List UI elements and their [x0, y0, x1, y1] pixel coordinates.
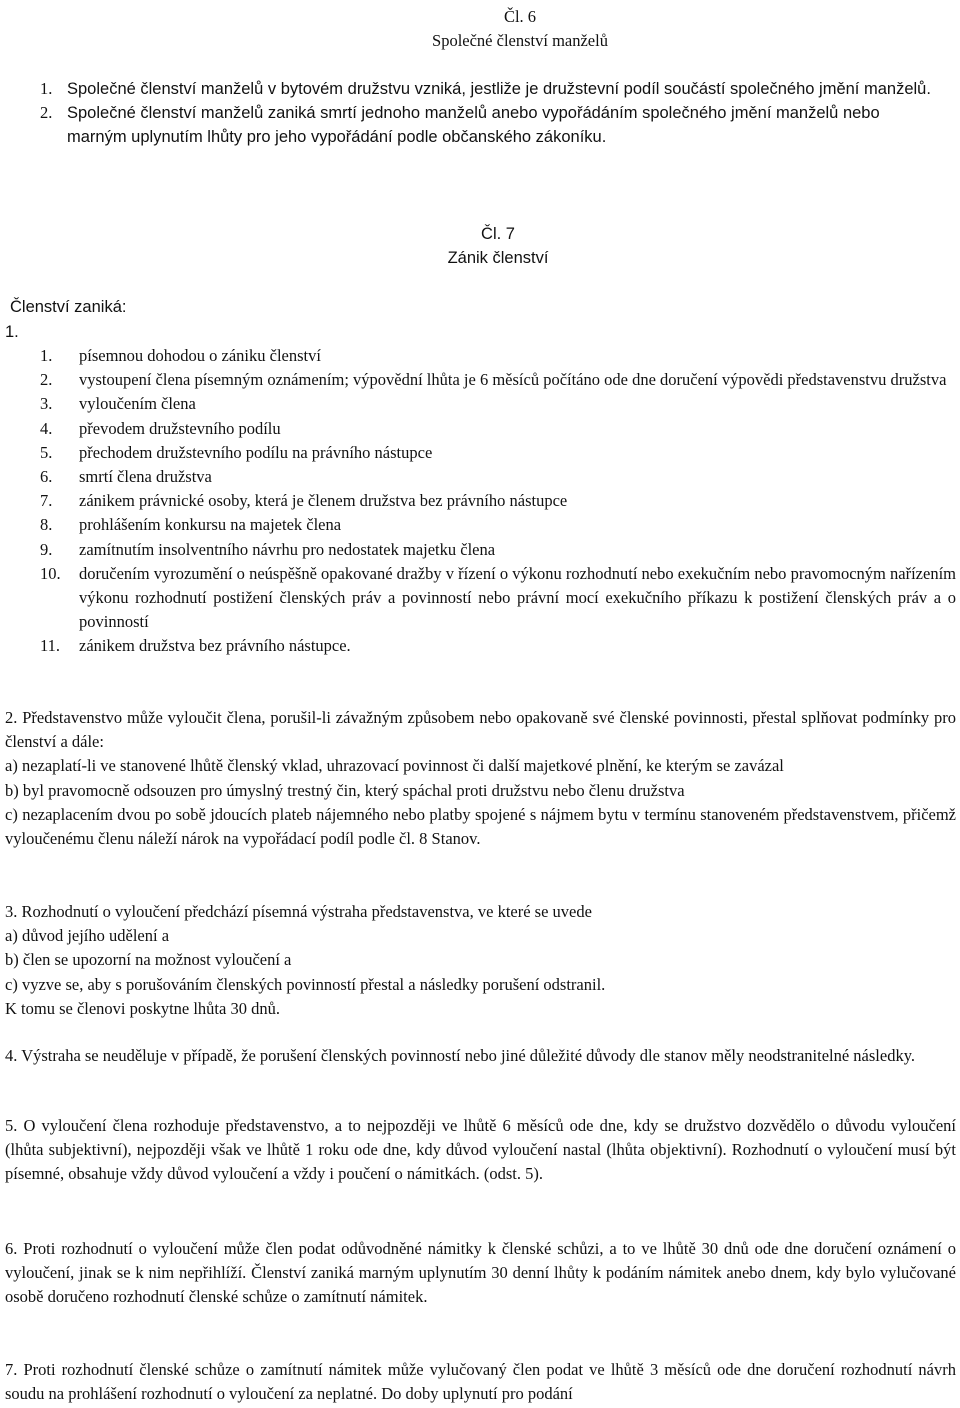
paragraph-6 [5, 1237, 956, 1310]
lead-number: 1. [5, 323, 19, 341]
item-text: zánikem družstva bez právního nástupce. [79, 636, 351, 656]
article-6-heading [0, 5, 960, 53]
list-item [40, 538, 956, 562]
paragraph-line: b) byl pravomocně odsouzen pro úmyslný trestný čin, který spáchal proti družstvu nebo členu družstva [5, 780, 685, 800]
paragraph-line: a) důvod jejího udělení a [5, 926, 170, 946]
article-7-number: Čl. 7 [481, 225, 515, 243]
list-item [40, 392, 956, 416]
list-item [40, 562, 956, 635]
article-6-list [40, 77, 940, 150]
item-text: vystoupení člena písemným oznámením; výpovědní lhůta je 6 měsíců počítáno ode dne doručení výpovědi představenstvu družstva [79, 370, 947, 390]
item-number: 5. [40, 442, 53, 462]
paragraph-line: c) nezaplacením dvou po sobě jdoucích plateb nájemného nebo platby spojené s nájmem bytu v termínu stanoveném představenstvem, přičemž vyloučenému členu náleží nárok na vypořádací podíl podle čl. 8 Stanov. [5, 804, 956, 849]
paragraph-text: 4. Výstraha se neuděluje v případě, že porušení členských povinností nebo jiné důležité důvody dle stanov měly neodstranitelné následky. [5, 1046, 916, 1065]
paragraph-7 [5, 1358, 956, 1406]
paragraph-text: 6. Proti rozhodnutí o vyloučení může člen podat odůvodněné námitky k členské schůzi, a to ve lhůtě 30 dnů ode dne doručení oznámení o vyloučení, jinak se k nim nepřihlíží. Členství zaniká marným uplynutím 30 denní lhůty k podáním námitek anebo dnem, kdy bylo vylučované osobě doručeno rozhodnutí členské schůze o zamítnutí námitek. [5, 1239, 956, 1307]
list-item [40, 634, 956, 658]
article-7-title: Zánik členství [447, 249, 549, 268]
list-item [40, 344, 956, 368]
item-text: Společné členství manželů zaniká smrtí jednoho manželů anebo vypořádáním společného jmění manželů nebo marným uplynutím lhůty pro jeho vypořádání podle občanského zákoníku. [67, 104, 880, 147]
paragraph-text: 5. O vyloučení člena rozhoduje představenstvo, a to nejpozději ve lhůtě 6 měsíců ode dne, kdy se družstvo dozvědělo o důvodu vyloučení (lhůta subjektivní), nejpozději však ve lhůtě 1 roku ode dne, kdy důvod vyloučení nastal (lhůta objektivní). Rozhodnutí o vyloučení musí být písemné, obsahuje vždy důvod vyloučení a vždy i poučení o námitkách. (odst. 5). [5, 1116, 956, 1184]
item-number: 2. [40, 103, 53, 123]
item-text: smrtí člena družstva [79, 467, 212, 487]
item-number: 4. [40, 418, 53, 438]
paragraph-line: 3. Rozhodnutí o vyloučení předchází písemná výstraha představenstva, ve které se uvede [5, 902, 592, 921]
item-text: Společné členství manželů v bytovém družstvu vzniká, jestliže je družstevní podíl součástí společného jmění manželů. [67, 80, 931, 98]
article-6-number: Čl. 6 [503, 7, 537, 26]
item-number: 1. [40, 346, 53, 365]
item-text: doručením vyrozumění o neúspěšně opakované dražby v řízení o výkonu rozhodnutí nebo exekučním nebo pravomocným nařízením výkonu rozhodnutí postižení členských práv a povinností nebo právní mocí exekučního příkazu k postižení členských práv a o povinností [79, 563, 956, 632]
item-text: písemnou dohodou o zániku členství [79, 346, 321, 365]
item-text: zánikem právnické osoby, která je členem družstva bez právního nástupce [79, 491, 568, 511]
paragraph-2-expulsion [5, 706, 956, 851]
list-item [40, 77, 940, 101]
paragraph-3-warning [5, 900, 956, 1021]
membership-ends-lead: Členství zaniká: [10, 298, 127, 316]
list-item [40, 441, 956, 465]
item-number: 7. [40, 491, 53, 511]
item-number: 6. [40, 467, 53, 487]
item-number: 11. [40, 636, 61, 656]
item-text: převodem družstevního podílu [79, 418, 281, 438]
list-item [40, 417, 956, 441]
paragraph-line: b) člen se upozorní na možnost vyloučení a [5, 950, 292, 970]
paragraph-5 [5, 1114, 956, 1187]
item-number: 2. [40, 370, 53, 390]
list-item [40, 368, 956, 392]
item-text: přechodem družstevního podílu na právního nástupce [79, 442, 433, 462]
paragraph-4 [5, 1044, 956, 1068]
paragraph-text: 7. Proti rozhodnutí členské schůze o zamítnutí námitek může vylučovaný člen podat ve lhůtě 3 měsíců ode dne doručení rozhodnutí návrh soudu na prohlášení rozhodnutí o vyloučení za neplatné. Do doby uplynutí pro podání [5, 1360, 956, 1404]
paragraph-line: 2. Představenstvo může vyloučit člena, porušil-li závažným způsobem nebo opakovaně své členské povinnosti, přestal splňovat podmínky pro členství a dále: [5, 708, 956, 752]
article-6-title: Společné členství manželů [432, 31, 608, 51]
paragraph-line: a) nezaplatí-li ve stanovené lhůtě členský vklad, uhrazovací povinnost či další majetkové plnění, ke kterým se zavázal [5, 756, 784, 776]
list-item [40, 101, 940, 149]
list-item [40, 465, 956, 489]
paragraph-line: K tomu se členovi poskytne lhůta 30 dnů. [5, 998, 280, 1018]
termination-reasons-list [40, 344, 956, 659]
list-item [40, 489, 956, 513]
list-item [40, 513, 956, 537]
item-number: 1. [40, 79, 53, 98]
item-number: 8. [40, 515, 53, 535]
item-text: zamítnutím insolventního návrhu pro nedostatek majetku člena [79, 539, 496, 559]
article-7-heading [418, 222, 578, 270]
item-number: 10. [40, 563, 61, 583]
item-number: 3. [40, 394, 53, 414]
item-text: vyloučením člena [79, 394, 196, 414]
item-number: 9. [40, 539, 53, 559]
paragraph-line: c) vyzve se, aby s porušováním členských povinností přestal a následky porušení odstranil. [5, 974, 606, 994]
item-text: prohlášením konkursu na majetek člena [79, 515, 342, 535]
